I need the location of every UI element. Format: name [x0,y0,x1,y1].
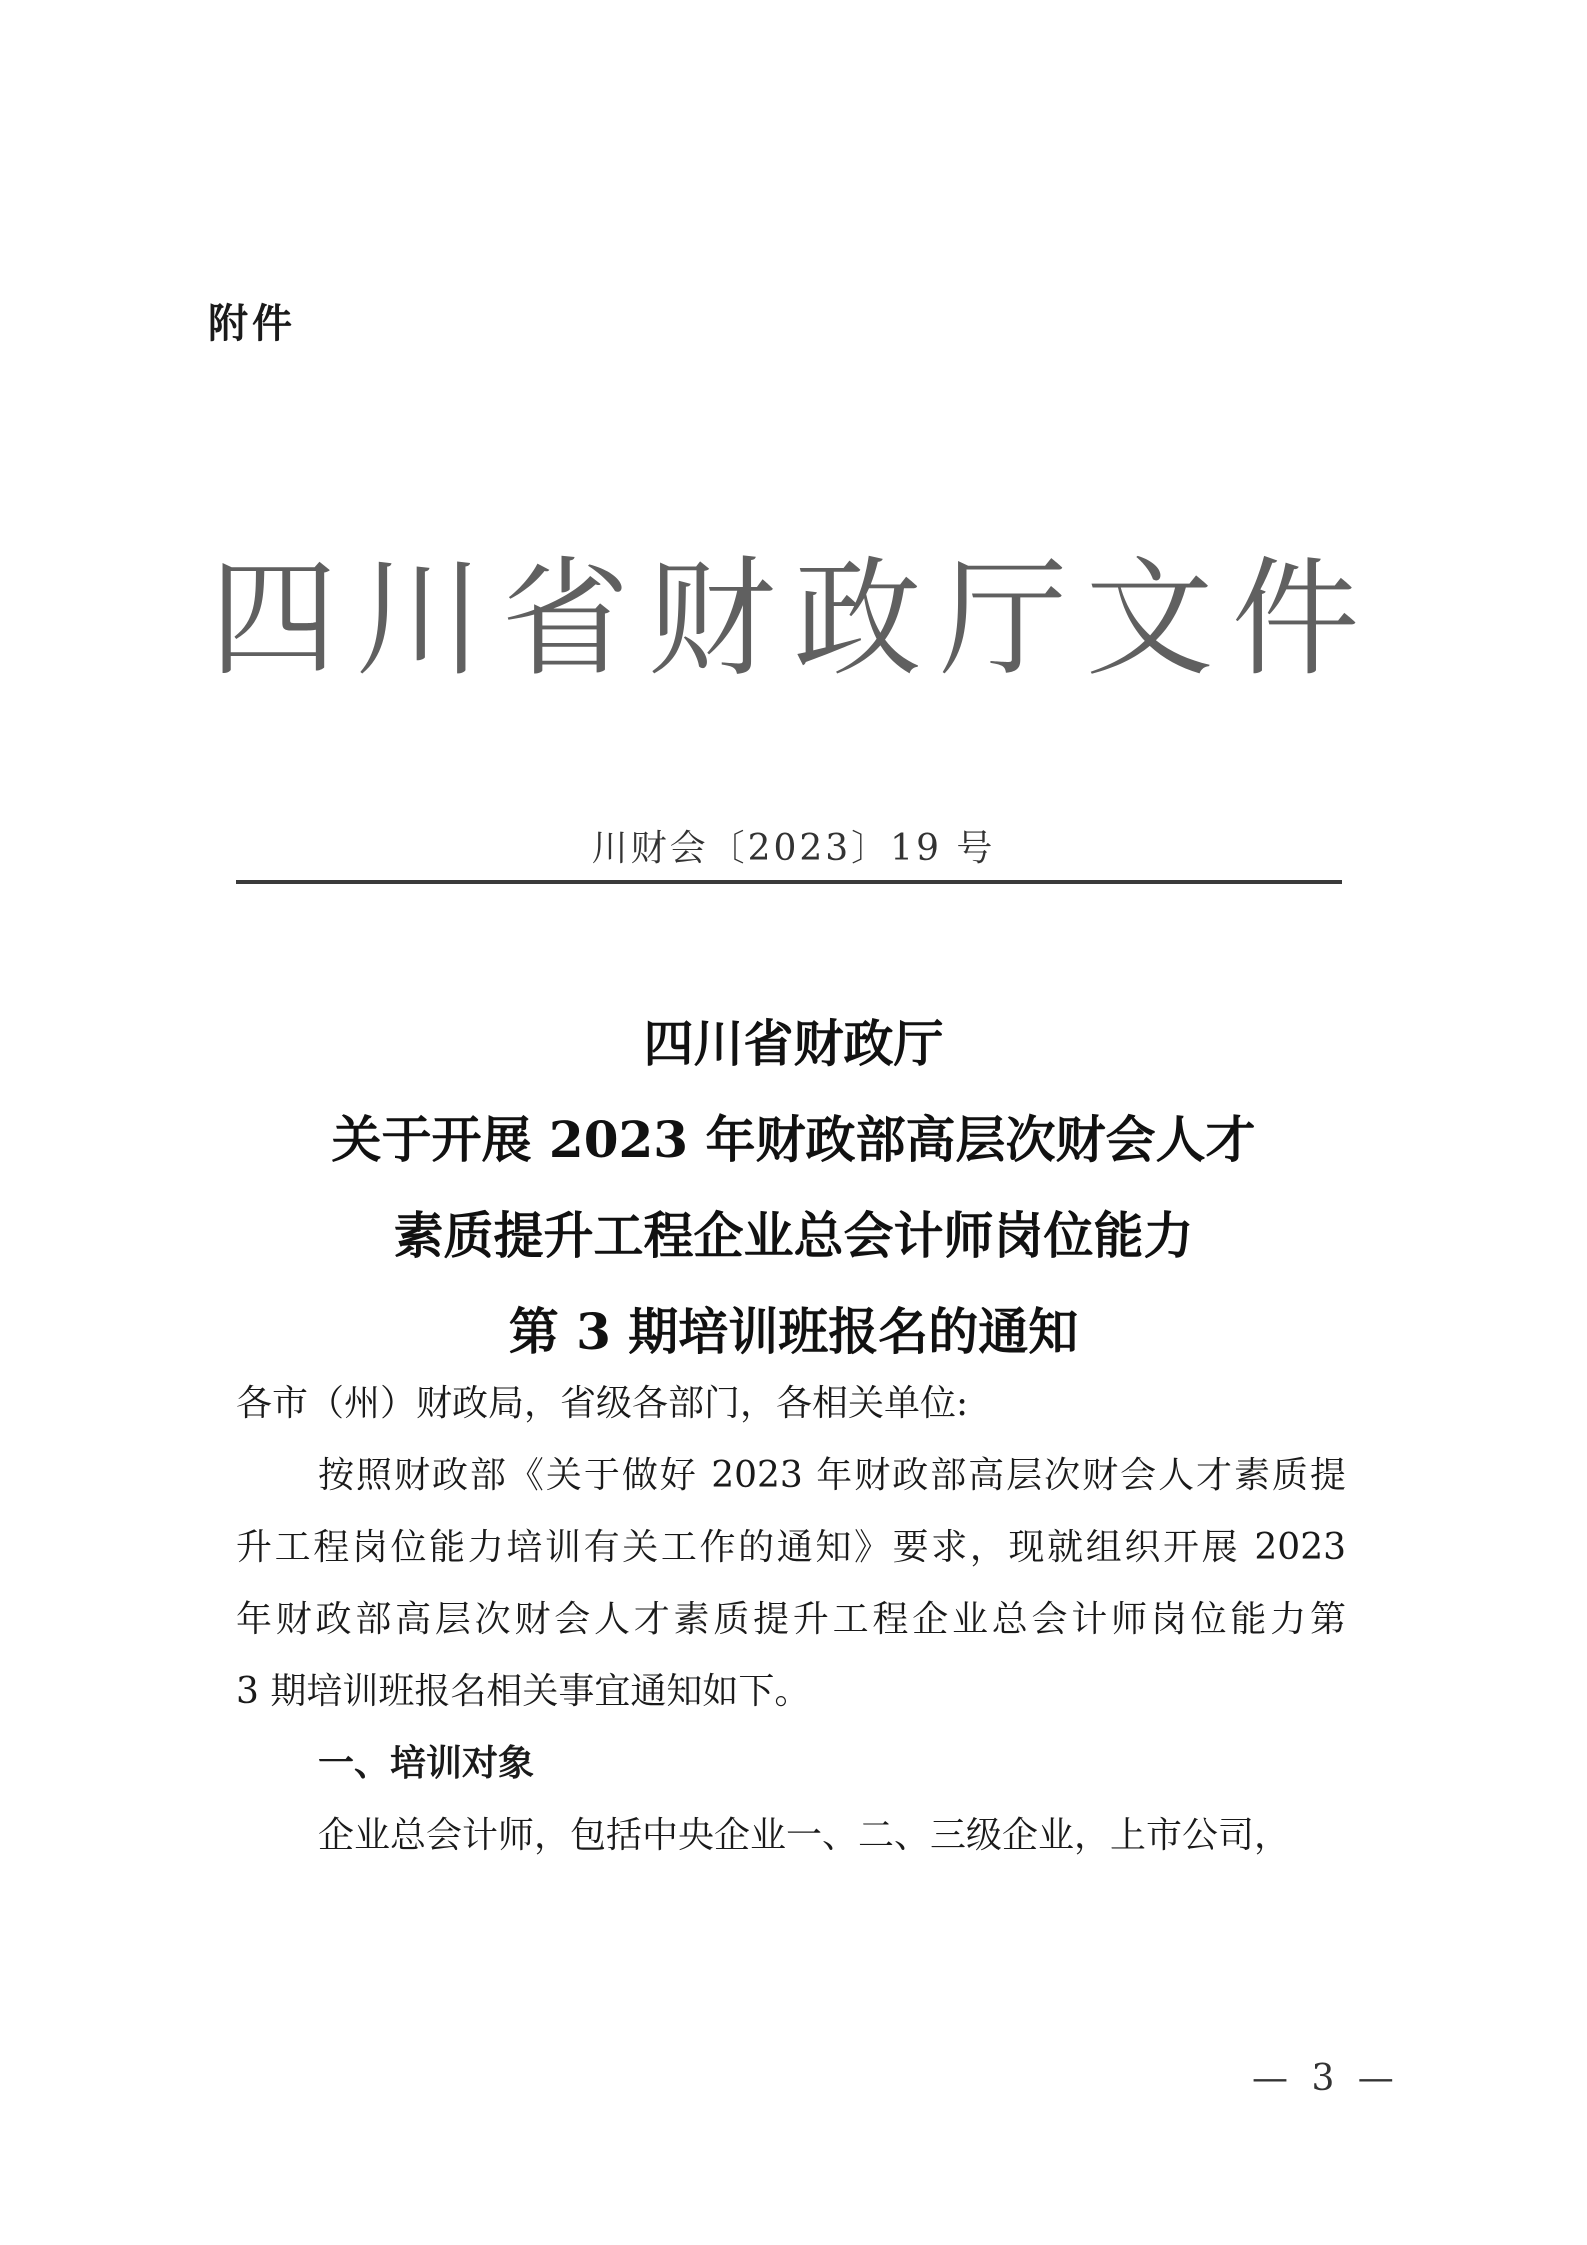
document-masthead: 四川省财政厅文件 [209,545,1378,694]
paragraph-1-line-2 [236,1512,1346,1584]
page-number: — 3 — [1252,2058,1400,2099]
paragraph-1-line-3 [236,1584,1346,1656]
paragraph-1-line-4: 3 期培训班报名相关事宜通知如下。 [236,1671,811,1712]
section-1-line-1: 企业总会计师，包括中央企业一、二、三级企业，上市公司， [318,1815,1291,1856]
paragraph-1-line-1-text: 按照财政部《关于做好 2023 年财政部高层次财会人才素质提 [318,1455,1346,1496]
title-line-2: 关于开展 2023 年财政部高层次财会人才 [331,1110,1256,1169]
title-line-1: 四川省财政厅 [643,1014,944,1073]
salutation: 各市（州）财政局，省级各部门，各相关单位: [236,1383,969,1424]
paragraph-1-line-1 [236,1440,1346,1512]
notice-title [0,996,1587,1380]
attachment-label: 附件 [208,301,296,347]
paragraph-1-line-3-text: 年财政部高层次财会人才素质提升工程企业总会计师岗位能力第 [236,1599,1346,1640]
section-1-heading: 一、培训对象 [318,1743,535,1784]
document-number: 川财会〔2023〕19 号 [591,828,996,869]
title-line-3: 素质提升工程企业总会计师岗位能力 [393,1206,1194,1265]
paragraph-1-line-2-text: 升工程岗位能力培训有关工作的通知》要求，现就组织开展 2023 [236,1527,1346,1568]
title-line-4: 第 3 期培训班报名的通知 [508,1302,1079,1361]
header-divider [236,880,1342,884]
notice-body [236,1368,1346,1872]
